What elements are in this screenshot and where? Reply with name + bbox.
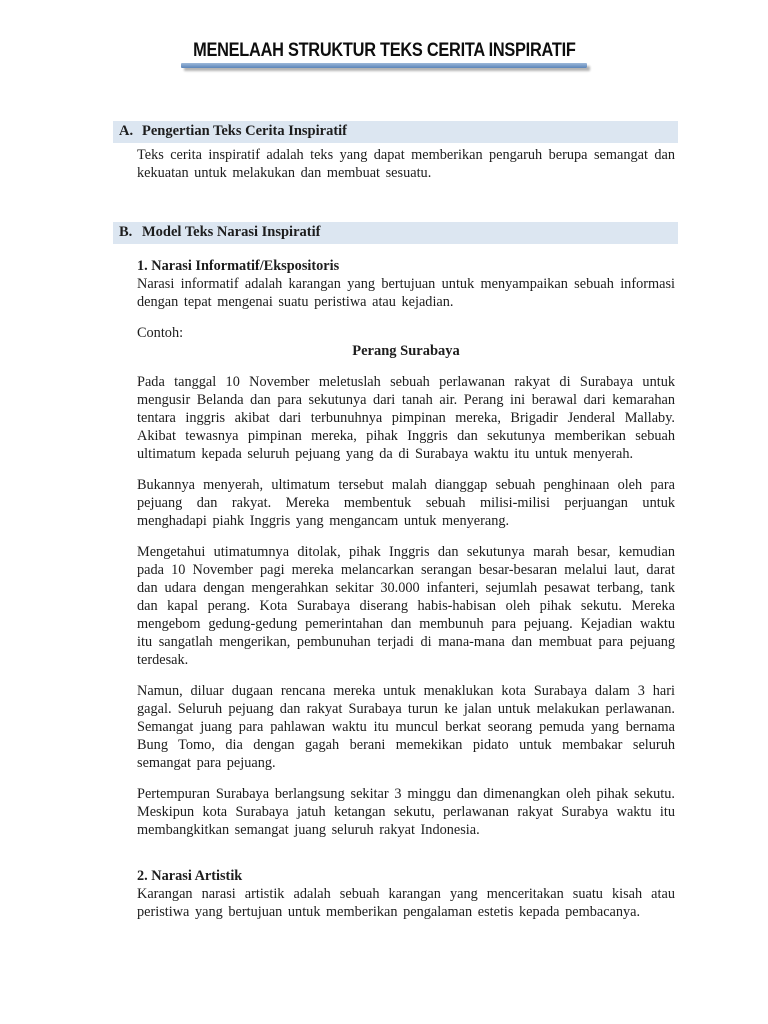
subsection-2-heading: 2. Narasi Artistik xyxy=(137,868,243,884)
page-title: MENELAAH STRUKTUR TEKS CERITA INSPIRATIF xyxy=(192,40,576,61)
story-paragraph: Namun, diluar dugaan rencana mereka untuk menaklukan kota Surabaya dalam 3 hari gagal. Seluruh pejuang dan rakyat Surabaya turun ke jalan untuk melakukan perlawanan. Semangat juang para pahlawan waktu itu muncul berkat seorang pemuda yang bernama Bung Tomo, dia dengan gagah berani memekikan pidato untuk membakar seluruh semangat para pejuang. xyxy=(137,683,675,771)
contoh-label: Contoh: xyxy=(137,325,184,341)
subsection-2-body: Karangan narasi artistik adalah sebuah karangan yang menceritakan suatu kisah atau peristiwa yang bertujuan untuk memberikan pengalaman estetis kepada pembacanya. xyxy=(137,886,675,920)
section-a-heading xyxy=(113,121,678,143)
subsection-1-heading: 1. Narasi Informatif/Ekspositoris xyxy=(137,258,340,274)
section-b-heading-text: Model Teks Narasi Inspiratif xyxy=(142,224,321,240)
story-paragraph: Mengetahui utimatumnya ditolak, pihak Inggris dan sekutunya marah besar, kemudian pada 10 November pagi mereka melancarkan serangan besar-besaran melalui laut, darat dan udara dengan mengerahkan sekitar 30.000 infanteri, sejumlah pesawat terbang, tank dan kapal perang. Kota Surabaya diserang habis-habisan oleh pihak sekutu. Mereka mengebom gedung-gedung pemerintahan dan membunuh para pejuang. Kejadian waktu itu sangatlah mengerikan, pembunuhan terjadi di mana-mana dan membuat para pejuang terdesak. xyxy=(137,544,675,668)
section-a-heading-text: Pengertian Teks Cerita Inspiratif xyxy=(142,123,348,139)
section-b-label: B. xyxy=(119,224,133,240)
story-paragraph: Pertempuran Surabaya berlangsung sekitar 3 minggu dan dimenangkan oleh pihak sekutu. Meskipun kota Surabaya jatuh ketangan sekutu, perlawanan rakyat Surabya waktu itu membangkitkan semangat juang seluruh rakyat Indonesia. xyxy=(137,786,675,838)
subsection-1-body: Narasi informatif adalah karangan yang bertujuan untuk menyampaikan sebuah informasi dengan tepat mengenai suatu peristiwa atau kejadian. xyxy=(137,276,675,310)
section-b-content xyxy=(137,257,675,921)
title-underline-divider xyxy=(181,63,587,68)
story-title: Perang Surabaya xyxy=(352,343,460,359)
section-a-body: Teks cerita inspiratif adalah teks yang dapat memberikan pengaruh berupa semangat dan kekuatan untuk melakukan dan membuat sesuatu. xyxy=(137,147,675,181)
document-content xyxy=(113,121,678,921)
section-a-body-wrap xyxy=(137,146,675,182)
title-block xyxy=(0,0,768,68)
story-paragraph: Bukannya menyerah, ultimatum tersebut malah dianggap sebuah penghinaan oleh para pejuang dan rakyat. Mereka membentuk sebuah milisi-milisi perjuangan untuk menghadapi piahk Inggris yang mengancam untuk menyerang. xyxy=(137,477,675,529)
story-paragraph: Pada tanggal 10 November meletuslah sebuah perlawanan rakyat di Surabaya untuk mengusir Belanda dan para sekutunya dari tanah air. Perang ini berawal dari kemarahan tentara inggris akibat dari terbunuhnya pimpinan mereka, Brigadir Jenderal Mallaby. Akibat tewasnya pimpinan mereka, pihak Inggris dan sekutunya memberikan sebuah ultimatum kepada seluruh pejuang yang da di Surabaya waktu itu untuk menyerah. xyxy=(137,374,675,462)
section-b-heading xyxy=(113,222,678,244)
section-a-label: A. xyxy=(119,123,134,139)
